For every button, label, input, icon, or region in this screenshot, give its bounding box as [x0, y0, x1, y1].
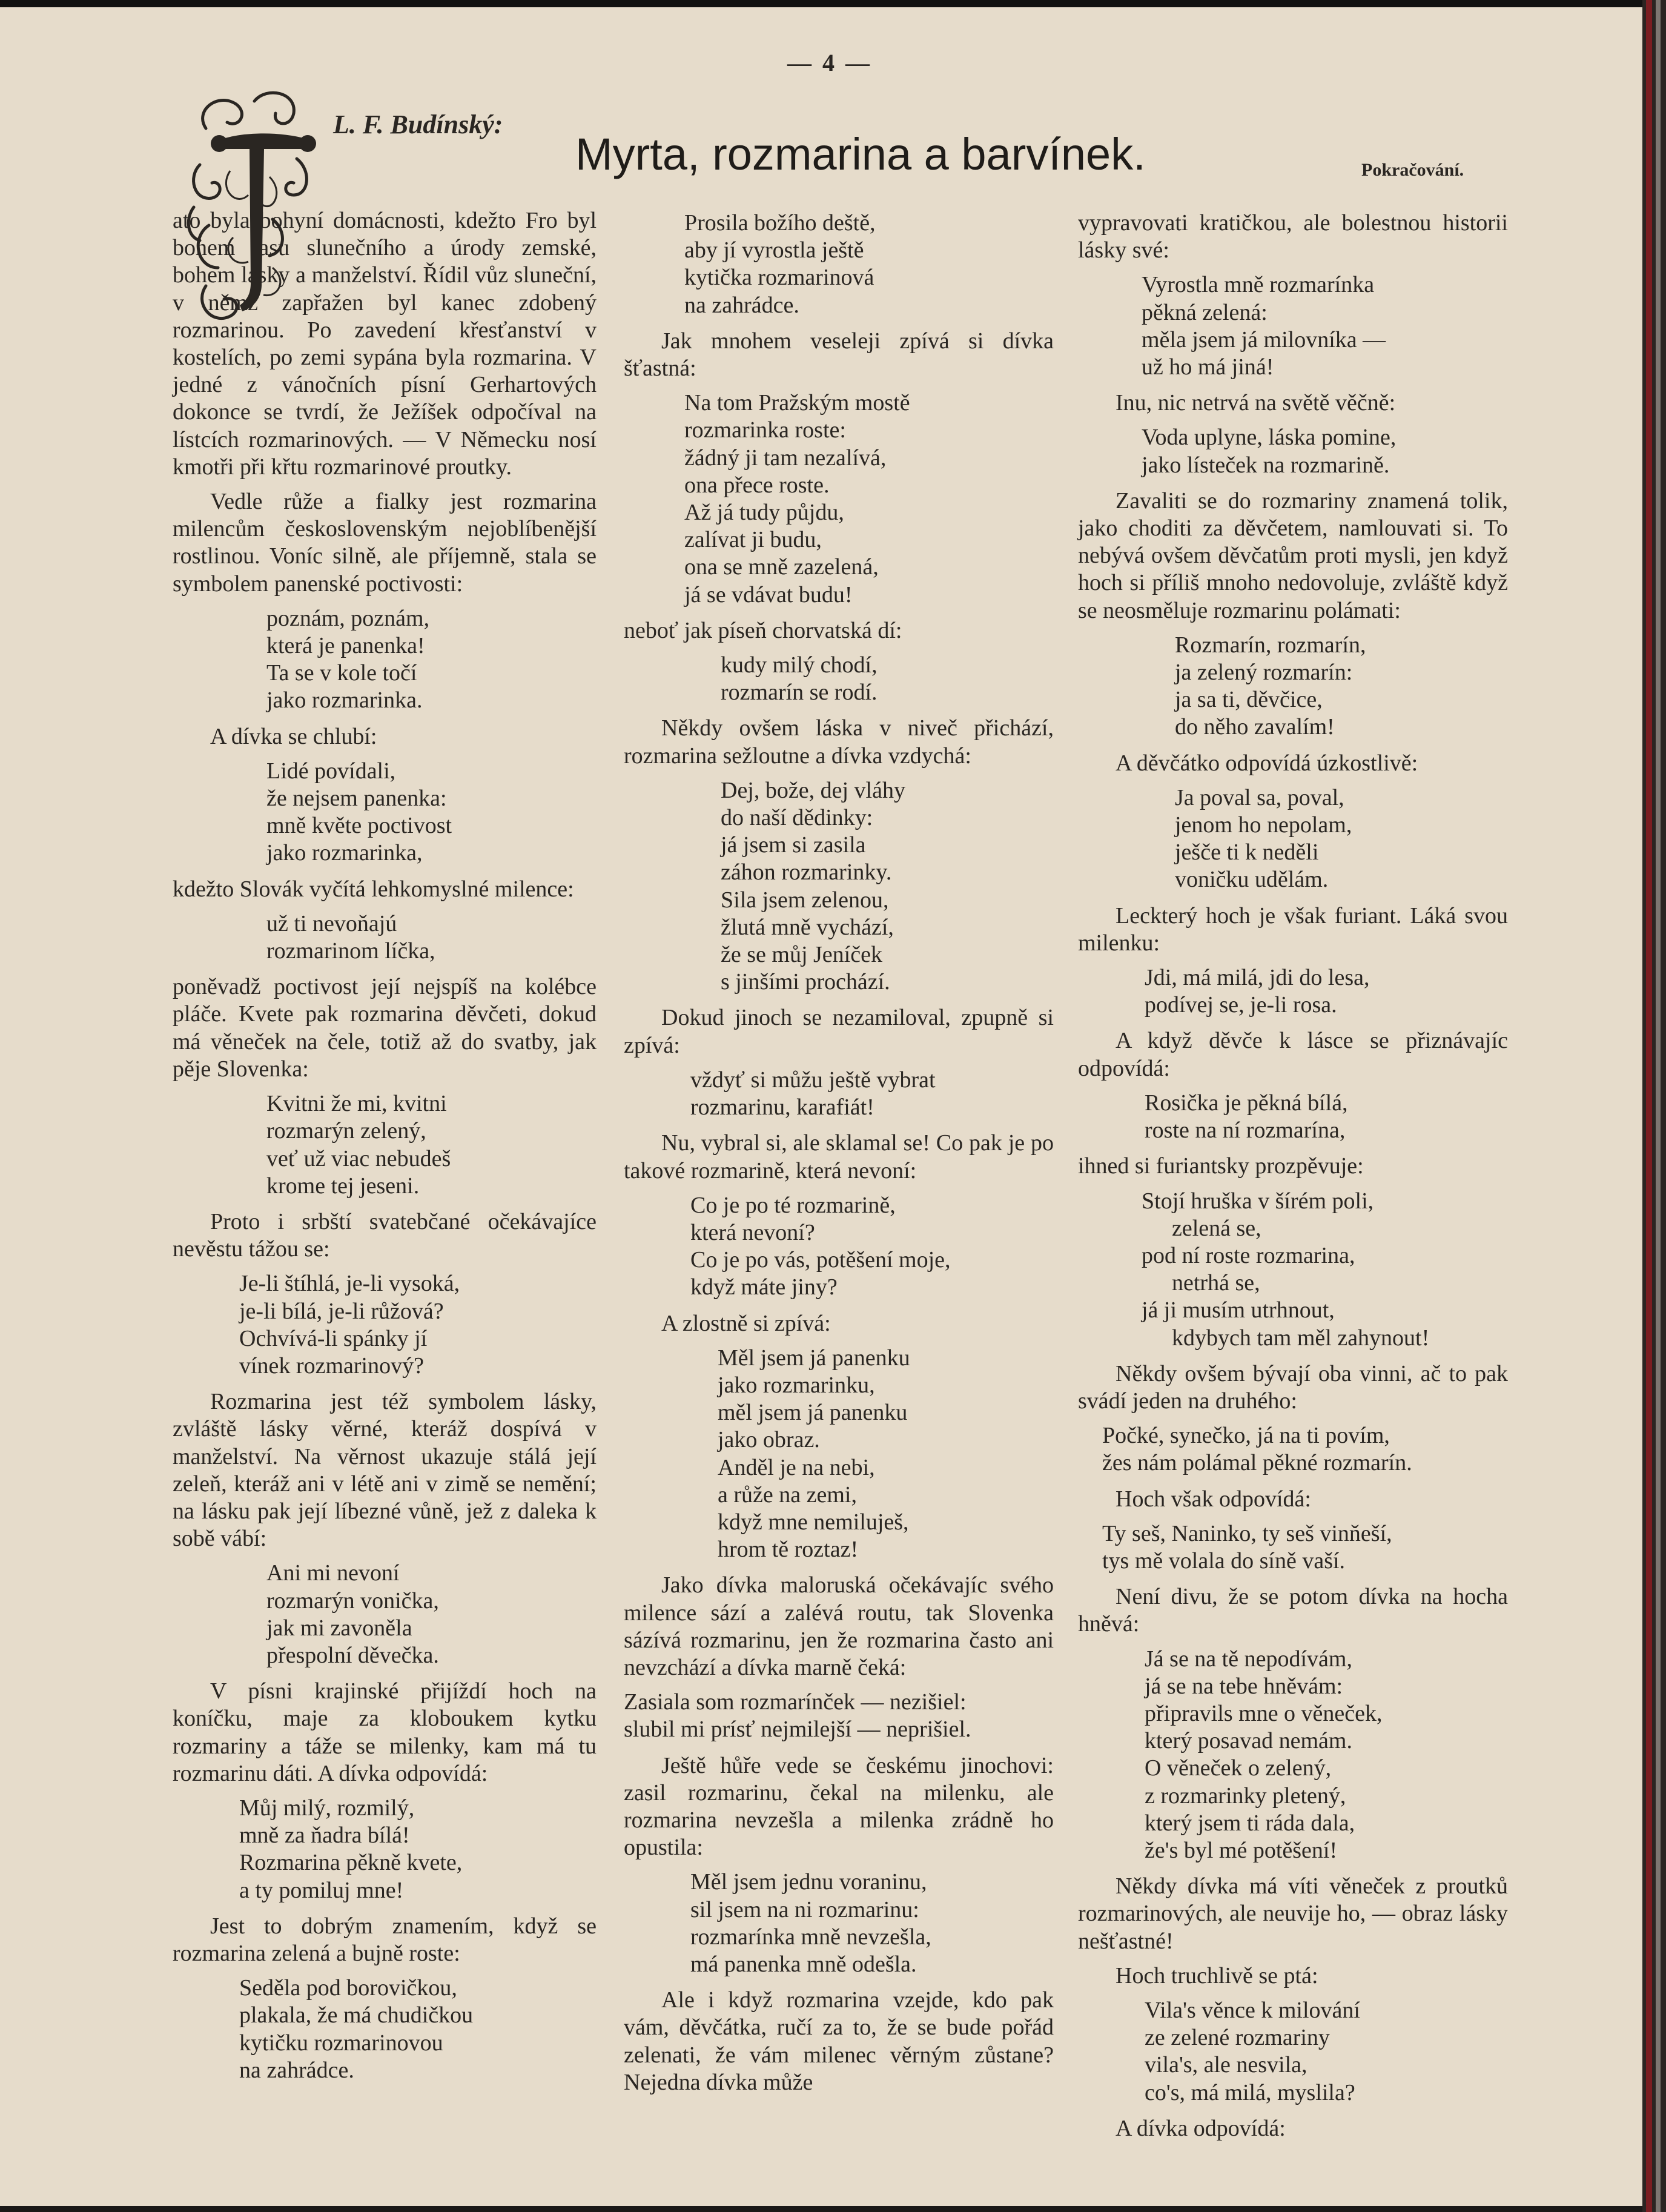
verse-line: žádný ji tam nezalívá, — [684, 445, 887, 471]
verse-line: sil jsem na ni rozmarinu: — [690, 1896, 919, 1922]
paragraph: Proto i srbští svatebčané očekávajíce nevěstu tážou se: — [173, 1208, 597, 1262]
verse-line: pod ní roste rozmarina, — [1142, 1242, 1355, 1268]
verse-line: Voda uplyne, láska pomine, — [1142, 425, 1397, 451]
paragraph: Leckterý hoch je však furiant. Láká svou milenku: — [1078, 902, 1508, 956]
verse-block — [266, 1560, 597, 1669]
paragraph: Jako dívka maloruská očekávajíc svého milence sází a zalévá routu, tak Slovenka sázívá rozmarinu, jen že rozmarina často ani nevzchází a dívka marně čeká: — [624, 1572, 1054, 1680]
verse-block — [721, 652, 1054, 706]
verse-line: ze zelené rozmariny — [1145, 2025, 1330, 2051]
verse-block — [684, 389, 1054, 609]
verse-block — [1102, 1520, 1508, 1575]
verse-line: Na tom Pražským mostě — [684, 390, 910, 416]
verse-line: Rosička je pěkná bílá, — [1145, 1090, 1348, 1116]
verse-line: že's byl mé potěšení! — [1145, 1837, 1338, 1863]
verse-block — [239, 1975, 597, 2084]
verse-line: tys mě volala do síně vaší. — [1102, 1548, 1346, 1574]
verse-line: já ji musím utrhnout, — [1142, 1297, 1335, 1323]
verse-block — [266, 910, 597, 965]
paragraph: Někdy ovšem láska v niveč přichází, rozmarina sežloutne a dívka vzdychá: — [624, 715, 1054, 769]
verse-line: Ta se v kole točí — [266, 660, 417, 686]
verse-line: s jinšími prochází. — [721, 969, 890, 995]
verse-line: ona se mně zazelená, — [684, 554, 879, 580]
verse-line: který jsem ti ráda dala, — [1145, 1810, 1355, 1836]
verse-line: z rozmarinky pletený, — [1145, 1783, 1346, 1809]
paragraph: Rozmarina jest též symbolem lásky, zvláště lásky věrné, kteráž dospívá v manželství. Na věrnost ukazuje stálá její zeleň, kteráž ani v létě ani v zimě se nemění; na lásku pak její líbezné vůně, jež z daleka k sobě vábí: — [173, 1389, 597, 1552]
verse-line: který posavad nemám. — [1145, 1728, 1352, 1754]
paragraph: A děvčátko odpovídá úzkostlivě: — [1116, 750, 1418, 776]
verse-line: roste na ní rozmarína, — [1145, 1118, 1346, 1144]
verse-line: je-li bílá, je-li růžová? — [239, 1298, 444, 1324]
verse-line: Ja poval sa, poval, — [1175, 784, 1344, 810]
paragraph: Inu, nic netrvá na světě věčně: — [1116, 390, 1396, 416]
verse-line: Co je po té rozmarině, — [690, 1192, 896, 1218]
verse-line: Je-li štíhlá, je-li vysoká, — [239, 1271, 460, 1297]
verse-line: která je panenka! — [266, 633, 425, 659]
verse-line: Ani mi nevoní — [266, 1560, 400, 1586]
paragraph: A dívka se chlubí: — [210, 723, 377, 749]
verse-line: já se na tebe hněvám: — [1145, 1673, 1343, 1699]
verse-block — [1175, 632, 1508, 741]
verse-line: jako obraz. — [718, 1427, 820, 1453]
verse-line: Já se na tě nepodívám, — [1145, 1646, 1352, 1672]
verse-line: kudy milý chodí, — [721, 652, 878, 678]
verse-line: poznám, poznám, — [266, 605, 430, 631]
magazine-page — [0, 7, 1642, 2206]
verse-block — [266, 758, 597, 867]
verse-line: zalívat ji budu, — [684, 527, 822, 553]
verse-line: co's, má milá, myslila? — [1145, 2079, 1355, 2105]
paragraph: Jest to dobrým znamením, když se rozmarina zelená a bujně roste: — [173, 1913, 597, 1966]
verse-line: rozmarýn vonička, — [266, 1588, 439, 1614]
verse-line: krome tej jeseni. — [266, 1173, 420, 1199]
verse-line: Rozmarina pěkně kvete, — [239, 1850, 463, 1876]
verse-line: Sila jsem zelenou, — [721, 887, 889, 913]
verse-line: na zahrádce. — [239, 2057, 354, 2083]
verse-line: do něho zavalím! — [1175, 714, 1335, 740]
column-2 — [624, 210, 1054, 2104]
verse-line: Anděl je na nebi, — [718, 1454, 875, 1480]
verse-line: na zahrádce. — [684, 292, 799, 318]
verse-line: ješče ti k neděli — [1175, 839, 1319, 866]
paragraph: Dokud jinoch se nezamiloval, zpupně si zpívá: — [624, 1005, 1054, 1058]
paragraph: A zlostně si zpívá: — [661, 1310, 831, 1336]
paragraph: vypravovati kratičkou, ale bolestnou historii lásky své: — [1078, 210, 1508, 263]
verse-block — [1142, 271, 1508, 381]
verse-line: aby jí vyrostla ještě — [684, 237, 864, 263]
verse-line: Co je po vás, potěšení moje, — [690, 1247, 951, 1273]
verse-block — [239, 1795, 597, 1904]
verse-line: Jdi, má milá, jdi do lesa, — [1145, 965, 1370, 991]
verse-line: Měl jsem jednu voraninu, — [690, 1869, 927, 1895]
verse-line: vždyť si můžu ještě vybrat — [690, 1067, 936, 1093]
verse-line: přespolní děvečka. — [266, 1642, 439, 1668]
verse-line: když máte jiny? — [690, 1274, 838, 1300]
scan-top-edge — [0, 0, 1666, 7]
paragraph: Zavaliti se do rozmariny znamená tolik, jako choditi za děvčetem, namlouvati si. To nebývá ovšem děvčatům proti mysli, jen když hoch si příliš mnoho nedovoluje, zvláště když se neosměluje rozmarinu polámati: — [1078, 488, 1508, 623]
verse-line: jako rozmarinka. — [266, 687, 423, 714]
verse-line: Až já tudy půjdu, — [684, 500, 844, 526]
verse-line: ona přece roste. — [684, 472, 830, 498]
scan-right-edge — [1642, 0, 1666, 2212]
verse-line: plakala, že má chudičkou — [239, 2002, 474, 2028]
verse-line: měl jsem já panenku — [718, 1400, 908, 1426]
verse-line: Zasiala som rozmarínček — nezišiel: — [624, 1689, 967, 1715]
verse-line: Dej, bože, dej vláhy — [721, 777, 905, 803]
paragraph: neboť jak píseň chorvatská dí: — [624, 617, 902, 643]
verse-block — [239, 1270, 597, 1380]
verse-line: rozmarinka roste: — [684, 417, 846, 443]
verse-line: mně květe poctivost — [266, 813, 452, 839]
verse-line: Seděla pod borovičkou, — [239, 1975, 457, 2001]
verse-block — [690, 1869, 1054, 1978]
paragraph: Vedle růže a fialky jest rozmarina milencům československým nejoblíbenější rostlinou. Voníc silně, ale příjemně, stala se symbolem panenské poctivosti: — [173, 489, 597, 597]
verse-line: slubil mi prísť nejmilejší — neprišiel. — [624, 1717, 971, 1743]
verse-line: žlutá mně vychází, — [721, 914, 894, 940]
verse-line: Rozmarín, rozmarín, — [1175, 632, 1366, 658]
verse-line: která nevoní? — [690, 1219, 815, 1245]
paragraph: kdežto Slovák vyčítá lehkomyslné milence: — [173, 876, 574, 902]
verse-line: že nejsem panenka: — [266, 786, 447, 812]
verse-block — [266, 605, 597, 715]
verse-block — [1102, 1422, 1508, 1477]
paragraph: Někdy ovšem bývají oba vinni, ač to pak svádí jeden na druhého: — [1078, 1360, 1508, 1414]
page-number: — 4 — — [787, 49, 872, 76]
verse-block — [1145, 1090, 1508, 1144]
verse-block — [1142, 424, 1508, 478]
verse-line: žes nám polámal pěkné rozmarín. — [1102, 1450, 1412, 1476]
verse-line: a růže na zemi, — [718, 1482, 857, 1508]
paragraph: A když děvče k lásce se přiznávajíc odpovídá: — [1078, 1028, 1508, 1081]
author-name: L. F. Budínský: — [333, 110, 503, 139]
verse-line: jenom ho nepolam, — [1175, 812, 1352, 838]
paragraph: Jak mnohem veseleji zpívá si dívka šťastná: — [624, 328, 1054, 382]
verse-block — [1142, 1188, 1508, 1352]
verse-line: já se vdávat budu! — [684, 581, 853, 608]
verse-block — [266, 1090, 597, 1200]
verse-line: kdybych tam měl zahynout! — [1172, 1325, 1430, 1351]
verse-line: když mne nemiluješ, — [718, 1509, 909, 1535]
verse-line: netrhá se, — [1172, 1270, 1260, 1296]
verse-block — [1145, 1646, 1508, 1865]
verse-line: kytička rozmarinová — [684, 265, 874, 291]
paragraph: Hoch truchlivě se ptá: — [1116, 1962, 1318, 1988]
paragraph: Není divu, že se potom dívka na hocha hněvá: — [1078, 1584, 1508, 1637]
verse-line: jako rozmarinku, — [718, 1372, 875, 1398]
paragraph: Hoch však odpovídá: — [1116, 1486, 1311, 1512]
verse-line: jako lísteček na rozmarině. — [1142, 452, 1390, 478]
verse-line: ja zelený rozmarín: — [1175, 660, 1353, 686]
paragraph: Ale i když rozmarina vzejde, kdo pak vám, děvčátka, ručí za to, že se bude pořád zelenati, že vám milenec věrným zůstane? Nejedna dívka může — [624, 1987, 1054, 2095]
paragraph: ato byla bohyní domácnosti, kdežto Fro byl bohem jasu slunečního a úrody zemské, bohem lásky a manželství. Řídil vůz sluneční, v němž zapřažen byl kanec zdobený rozmarinou. Po zavedení křesťanství v kostelích, po zemi sypána byla rozmarina. V jedné z vánočních písní Gerhartových dokonce se tvrdí, že Ježíšek odpočíval na lístcích rozmarinových. — V Německu nosí kmotři při křtu rozmarinové proutky. — [173, 208, 597, 480]
verse-block — [690, 1067, 1054, 1121]
verse-block — [718, 1345, 1054, 1564]
verse-line: Ty seš, Naninko, ty seš vinňeší, — [1102, 1520, 1392, 1546]
paragraph: Ještě hůře vede se českému jinochovi: zasil rozmarinu, čekal na milenku, ale rozmarina nevzešla a milenka zrádně ho opustila: — [624, 1752, 1054, 1861]
paragraph: Nu, vybral si, ale sklamal se! Co pak je po takové rozmarině, která nevoní: — [624, 1130, 1054, 1184]
verse-line: Lidé povídali, — [266, 758, 396, 784]
verse-line: pěkná zelená: — [1142, 299, 1268, 325]
verse-line: Počké, synečko, já na ti povím, — [1102, 1423, 1390, 1449]
verse-line: Vyrostla mně rozmarínka — [1142, 272, 1375, 298]
verse-line: záhon rozmarinky. — [721, 859, 892, 886]
column-3 — [1078, 210, 1508, 2150]
verse-line: že se můj Jeníček — [721, 942, 882, 968]
verse-line: kytičku rozmarinovou — [239, 2030, 443, 2056]
paragraph: ihned si furiantsky prozpěvuje: — [1078, 1153, 1364, 1179]
verse-line: už ti nevoňajú — [266, 910, 397, 936]
verse-line: rozmarín se rodí. — [721, 680, 878, 706]
verse-block — [1145, 1997, 1508, 2107]
verse-line: rozmarýn zelený, — [266, 1118, 426, 1144]
verse-line: Prosila božího deště, — [684, 210, 876, 236]
verse-line: Měl jsem já panenku — [718, 1345, 910, 1371]
paragraph: V písni krajinské přijíždí hoch na koníčku, maje za kloboukem kytku rozmariny a táže se milenky, kam má tu rozmarinu dáti. A dívka odpovídá: — [173, 1678, 597, 1786]
verse-line: do naší dědinky: — [721, 805, 873, 831]
paragraph: A dívka odpovídá: — [1116, 2115, 1286, 2141]
verse-line: mně za ňadra bílá! — [239, 1823, 410, 1849]
verse-line: už ho má jiná! — [1142, 354, 1274, 380]
verse-line: ja sa ti, děvčice, — [1175, 687, 1323, 713]
verse-line: vínek rozmarinový? — [239, 1353, 424, 1379]
verse-line: zelená se, — [1172, 1215, 1261, 1241]
verse-block — [1175, 784, 1508, 894]
verse-line: Můj milý, rozmilý, — [239, 1795, 415, 1821]
verse-line: rozmarínka mně nevzešla, — [690, 1924, 931, 1950]
verse-line: měla jsem já milovníka — — [1142, 326, 1386, 353]
verse-line: Vila's věnce k milování — [1145, 1997, 1360, 2023]
verse-line: veť už viac nebudeš — [266, 1145, 451, 1171]
verse-line: rozmarinom líčka, — [266, 938, 435, 964]
verse-line: má panenka mně odešla. — [690, 1951, 917, 1977]
verse-line: rozmarinu, karafiát! — [690, 1094, 874, 1121]
verse-line: O věneček o zelený, — [1145, 1755, 1332, 1781]
continuation-note: Pokračování. — [1361, 160, 1464, 180]
verse-line: podívej se, je-li rosa. — [1145, 992, 1337, 1018]
paragraph: poněvadž poctivost její nejspíš na kolébce pláče. Kvete pak rozmarina děvčeti, dokud má věneček na čele, totiž až do svatby, jak pěje Slovenka: — [173, 974, 597, 1082]
verse-line: já jsem si zasila — [721, 832, 866, 858]
column-1 — [173, 207, 597, 2093]
verse-line: jak mi zavoněla — [266, 1615, 412, 1641]
verse-line: a ty pomiluj mne! — [239, 1877, 404, 1903]
verse-block — [624, 1689, 1054, 1743]
verse-block — [721, 777, 1054, 996]
verse-line: připravils mne o věneček, — [1145, 1700, 1383, 1726]
verse-block — [690, 1192, 1054, 1302]
paragraph: Někdy dívka má víti věneček z proutků rozmarinových, ale neuvije ho, — obraz lásky nešťastné! — [1078, 1873, 1508, 1954]
verse-line: voničku udělám. — [1175, 867, 1329, 893]
verse-block — [684, 210, 1054, 319]
verse-block — [1145, 964, 1508, 1019]
article-title: Myrta, rozmarina a barvínek. — [575, 129, 1146, 179]
verse-line: hrom tě roztaz! — [718, 1537, 859, 1563]
verse-line: Kvitni že mi, kvitni — [266, 1091, 447, 1117]
verse-line: vila's, ale nesvila, — [1145, 2052, 1307, 2078]
verse-line: jako rozmarinka, — [266, 840, 423, 866]
verse-line: Ochvívá-li spánky jí — [239, 1325, 428, 1351]
verse-line: Stojí hruška v šírém poli, — [1142, 1188, 1374, 1214]
